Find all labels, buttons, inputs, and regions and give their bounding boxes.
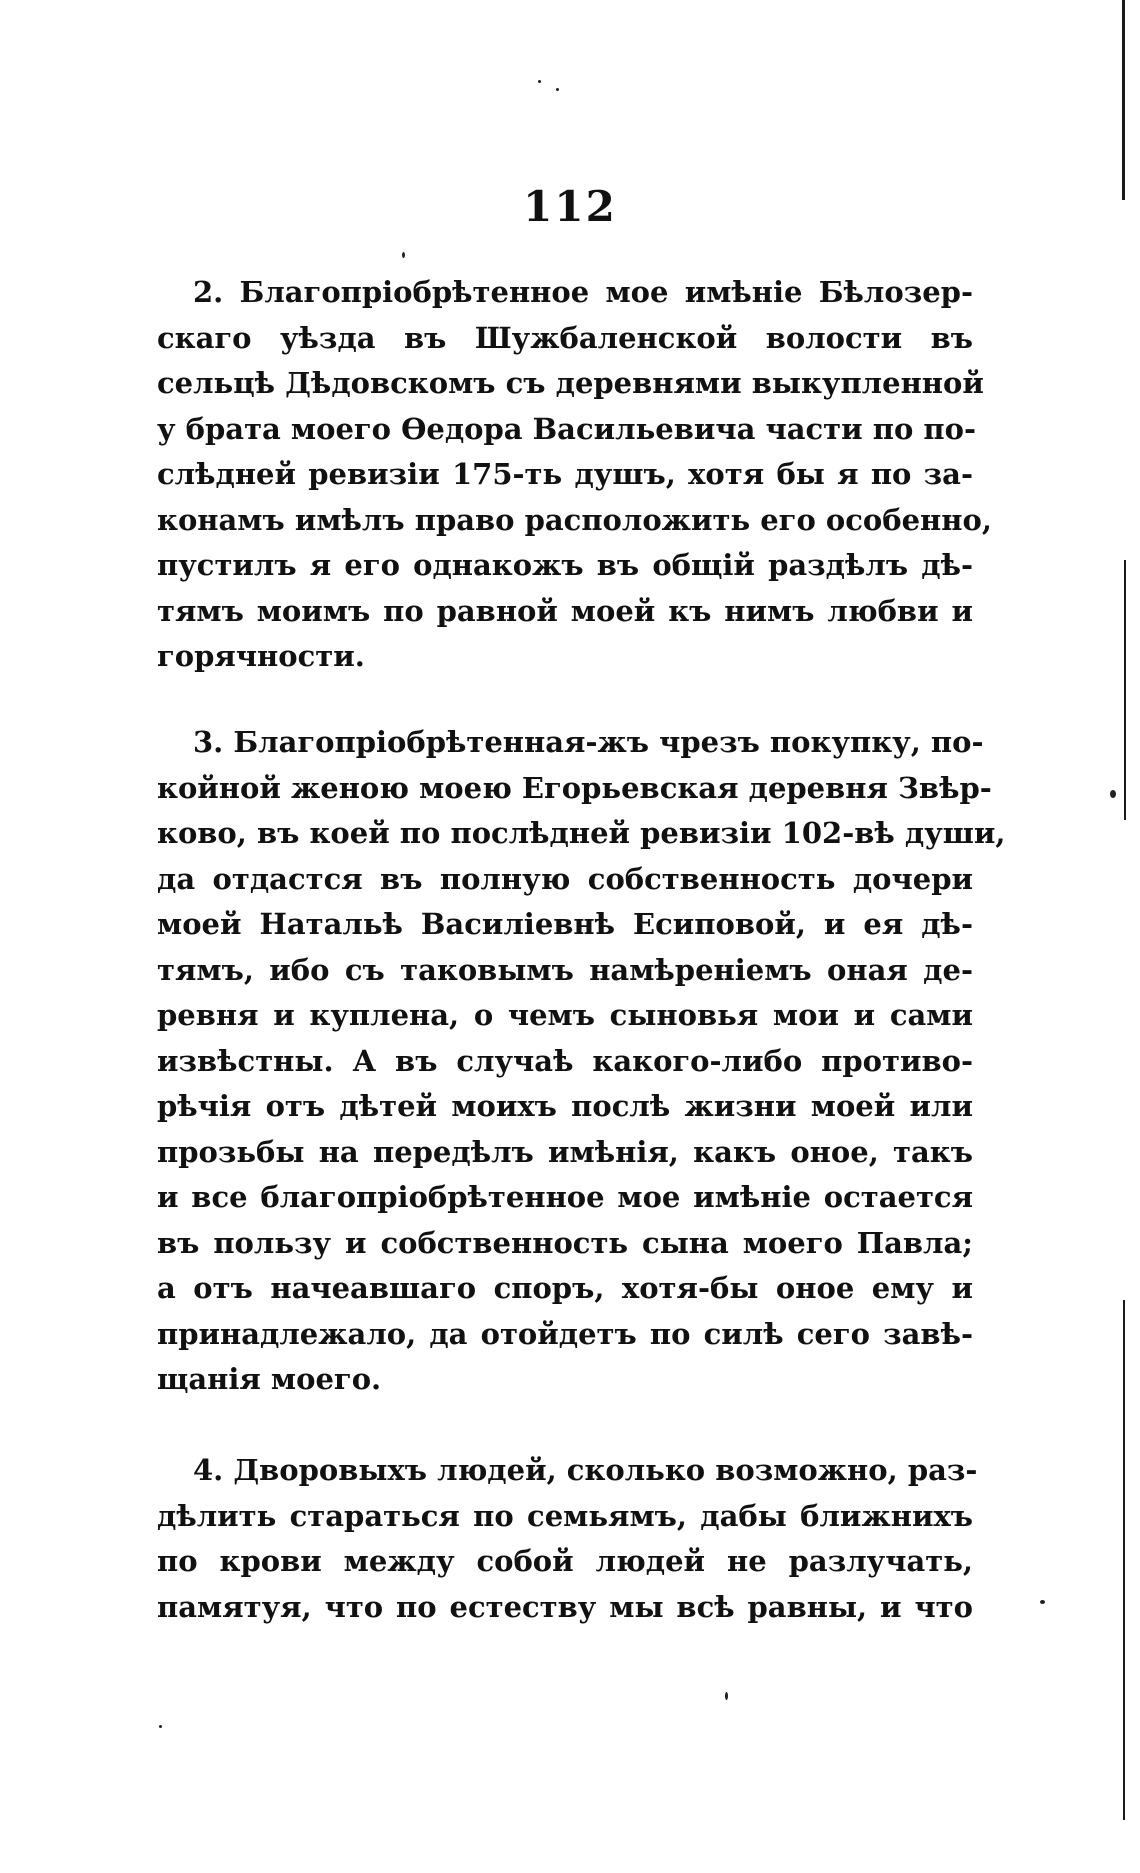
page-edge-line — [1122, 0, 1125, 200]
page-number: 112 — [523, 182, 617, 231]
text-line: сельцѣ Дѣдовскомъ съ деревнями выкупленной — [157, 366, 984, 400]
text-line: тямъ моимъ по равной моей къ нимъ любви и — [157, 593, 973, 628]
text-line: слѣдней ревизіи 175-ть душъ, хотя бы я по за- — [157, 457, 973, 491]
page-edge-line — [1124, 560, 1126, 820]
paragraph-2 — [157, 270, 992, 680]
scan-speck — [402, 252, 405, 258]
text-line: въ пользу и собственность сына моего Павла; — [157, 1225, 973, 1260]
text-line: извѣстны. А въ случаѣ какого-либо противо- — [157, 1043, 973, 1078]
text-line: койной женою моею Егорьевская деревня Звѣр- — [157, 770, 992, 805]
text-line: горячности. — [157, 639, 365, 673]
scan-speck — [159, 1725, 162, 1728]
page-edge-line — [1123, 1300, 1125, 1820]
scan-speck — [556, 88, 559, 91]
text-line: 3. Благопріобрѣтенная-жъ чрезъ покупку, по- — [193, 725, 984, 759]
scan-speck — [1040, 1600, 1045, 1604]
paragraph-4 — [157, 1448, 978, 1630]
text-line: прозьбы на передѣлъ имѣнія, какъ оное, такъ — [157, 1134, 973, 1169]
text-line: щанія моего. — [157, 1362, 382, 1396]
text-line: скаго уѣзда въ Шужбаленской волости въ — [157, 320, 973, 355]
text-line: 2. Благопріобрѣтенное мое имѣніе Бѣлозер- — [193, 275, 973, 309]
scan-speck — [725, 1692, 728, 1700]
text-line: пустилъ я его однакожъ въ общій раздѣлъ дѣ- — [157, 548, 973, 582]
scan-speck — [1110, 790, 1116, 798]
text-line: памятуя, что по естеству мы всѣ равны, и что — [157, 1589, 973, 1624]
text-line: моей Натальѣ Василіевнѣ Есиповой, и ея дѣ- — [157, 907, 973, 941]
text-line: рѣчія отъ дѣтей моихъ послѣ жизни моей или — [157, 1089, 973, 1123]
paragraph-3 — [157, 720, 1006, 1403]
text-line: тямъ, ибо съ таковымъ намѣреніемъ оная де- — [157, 952, 973, 987]
text-line: конамъ имѣлъ право расположить его особенно, — [157, 502, 992, 537]
text-line: принадлежало, да отойдетъ по силѣ сего завѣ- — [157, 1316, 973, 1351]
text-line: ревня и куплена, о чемъ сыновья мои и сами — [157, 998, 973, 1032]
scan-speck — [538, 80, 541, 83]
text-line: ково, въ коей по послѣдней ревизіи 102-вѣ души, — [157, 816, 1006, 850]
text-line: дѣлить стараться по семьямъ, дабы ближнихъ — [157, 1498, 973, 1533]
text-line: по крови между собой людей не разлучать, — [157, 1544, 973, 1578]
text-line: и все благопріобрѣтенное мое имѣніе остается — [157, 1180, 973, 1214]
text-line: а отъ начеавшаго споръ, хотя-бы оное ему и — [157, 1271, 973, 1305]
text-line: да отдастся въ полную собственность дочери — [157, 861, 973, 896]
text-line: у брата моего Ѳедора Васильевича части по по- — [157, 411, 977, 446]
text-line: 4. Дворовыхъ людей, сколько возможно, раз- — [193, 1453, 978, 1487]
